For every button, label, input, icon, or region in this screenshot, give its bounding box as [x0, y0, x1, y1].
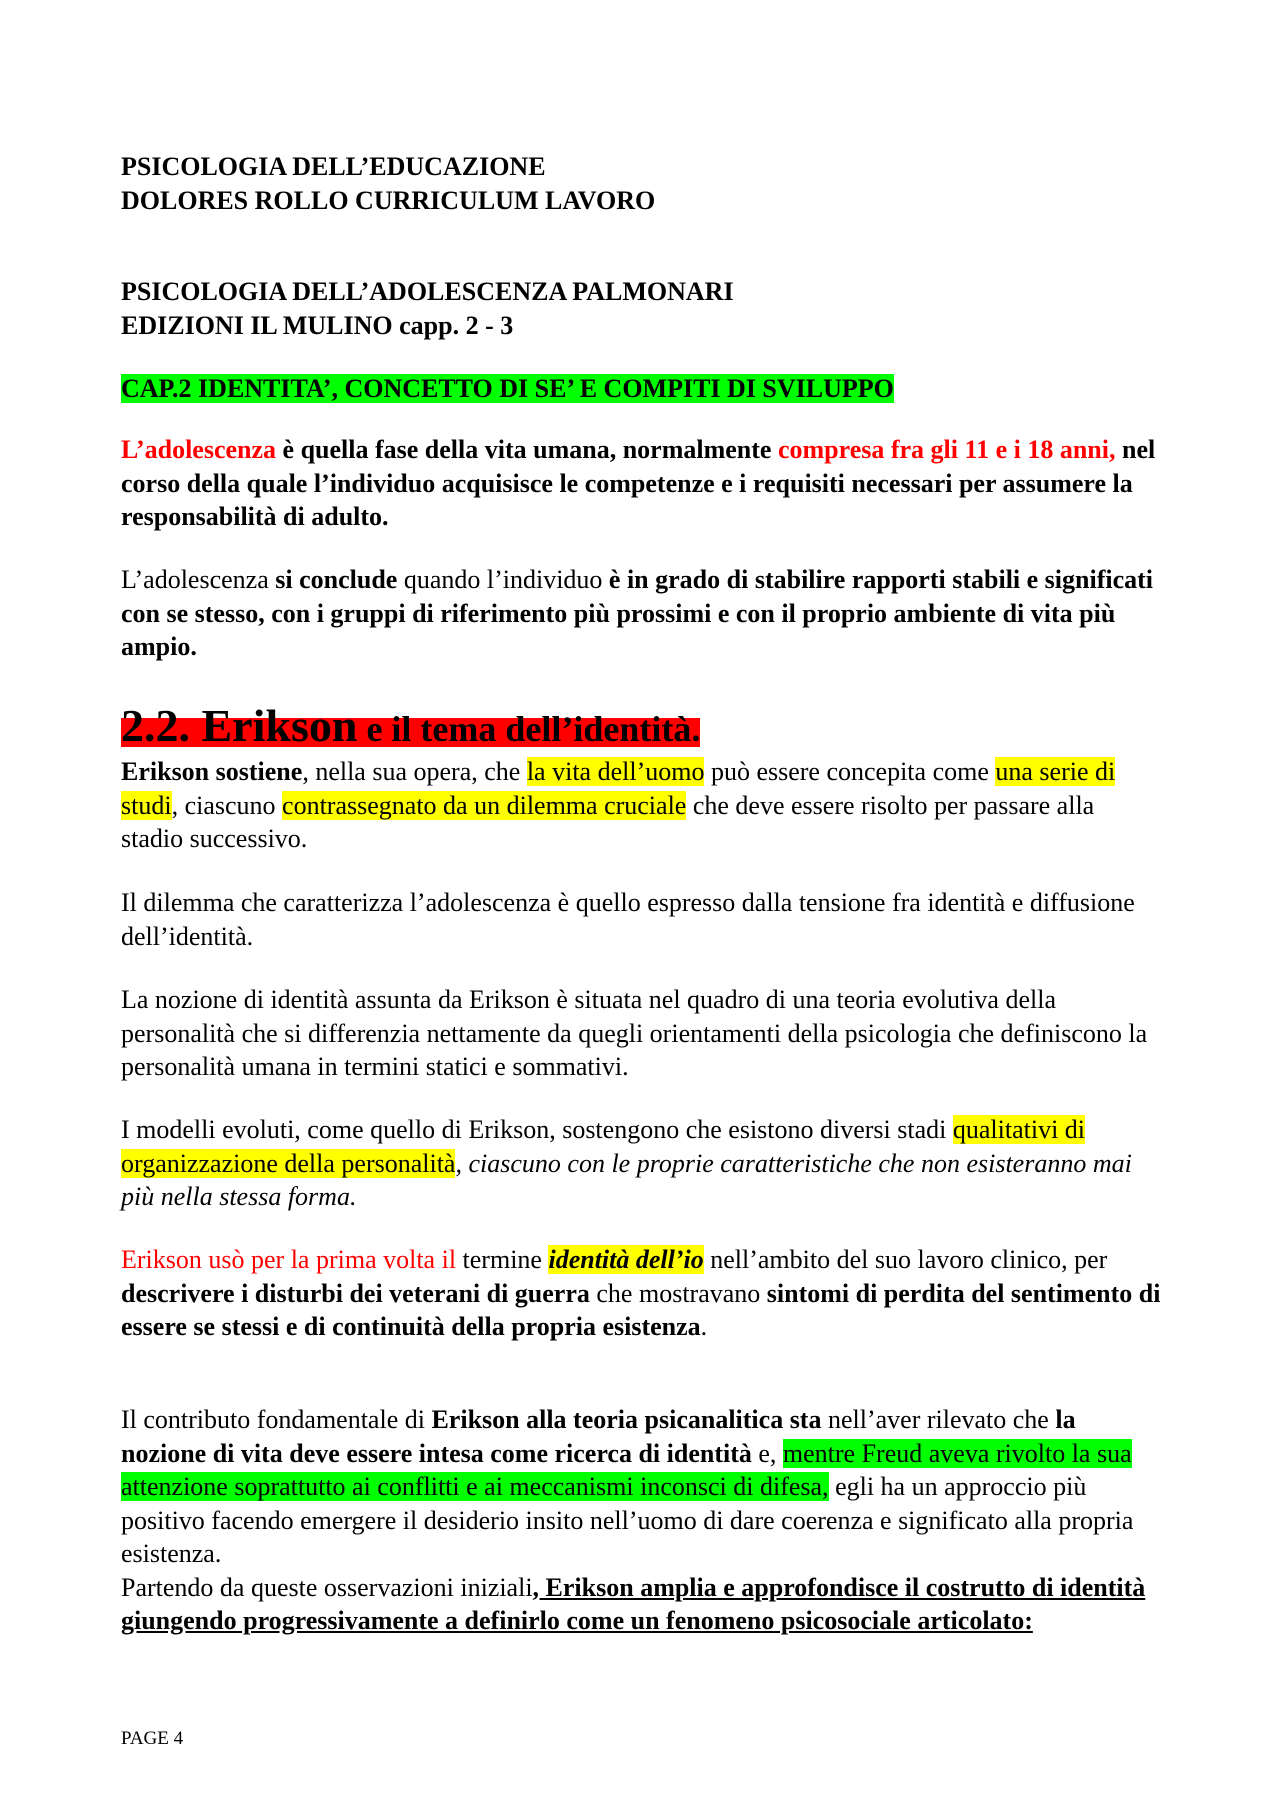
p1-text-2: nel corso della quale l’individuo acquisisce le competenze e i requisiti necessari per assumere la responsabilità di adulto.: [121, 435, 1156, 531]
document-header: [121, 150, 655, 217]
section-number: 2.2.: [121, 700, 202, 751]
paragraph-adolescence-end: [121, 563, 1161, 664]
paragraph-erikson-stages: [121, 755, 1161, 856]
p3-text-1: , nella sua opera, che: [302, 757, 527, 786]
p8-text-2: nell’aver rilevato che: [821, 1405, 1056, 1434]
chapter-heading: [121, 372, 894, 406]
page-footer: PAGE 4: [121, 1728, 184, 1749]
p8-text-5: Partendo da queste osservazioni iniziali: [121, 1572, 533, 1602]
book-reference: [121, 275, 734, 342]
book-line-1: PSICOLOGIA DELL’ADOLESCENZA PALMONARI: [121, 277, 734, 306]
paragraph-identity-notion: La nozione di identità assunta da Erikson è situata nel quadro di una teoria evolutiva della personalità che si differenzia nettamente da quegli orientamenti della psicologia che definiscono la personalità umana in termini statici e sommativi.: [121, 985, 1148, 1081]
p8-highlight: mentre Freud aveva rivolto la sua attenzione soprattutto ai conflitti e ai meccanismi inconsci di difesa,: [121, 1438, 1132, 1501]
header-line-1: PSICOLOGIA DELL’EDUCAZIONE: [121, 152, 546, 181]
p7-text-2: nell’ambito del suo lavoro clinico, per: [703, 1245, 1108, 1274]
p6-highlight: qualitativi di organizzazione della personalità: [121, 1115, 1086, 1178]
p3-text-2: può essere concepita come: [704, 757, 996, 786]
paragraph-dilemma: Il dilemma che caratterizza l’adolescenza è quello espresso dalla tensione fra identità e diffusione dell’identità.: [121, 888, 1135, 951]
paragraph-erikson-contribution: [121, 1403, 1161, 1638]
p8-bold-2: la nozione di vita deve essere intesa come ricerca di identità: [121, 1405, 1076, 1468]
section-title: [121, 700, 701, 751]
p7-period: .: [700, 1312, 708, 1341]
p7-red: Erikson usò per la prima volta il: [121, 1245, 457, 1274]
p7-bold-1: descrivere i disturbi dei veterani di guerra: [121, 1278, 590, 1308]
p8-text-1: Il contributo fondamentale di: [121, 1405, 432, 1434]
p2-bold-1: si conclude: [275, 565, 398, 594]
section-title-rest: e il tema dell’identità.: [357, 709, 701, 749]
p1-text-1: è quella fase della vita umana, normalmente: [276, 435, 778, 464]
paragraph-adolescence-definition: [121, 433, 1161, 534]
p2-text-2: quando l’individuo: [397, 565, 609, 594]
p3-highlight-1: la vita dell’uomo: [526, 757, 705, 786]
book-line-2: EDIZIONI IL MULINO capp. 2 - 3: [121, 310, 514, 340]
p3-highlight-2: una serie di studi: [121, 757, 1116, 820]
p3-bold: Erikson sostiene: [121, 757, 303, 786]
p7-bold-2: sintomi di perdita del sentimento di essere se stessi e di continuità della propria esistenza: [121, 1278, 1161, 1341]
section-name: Erikson: [201, 700, 358, 751]
section-heading: [121, 700, 700, 759]
p2-text-1: L’adolescenza: [121, 565, 276, 594]
paragraph-ego-identity: [121, 1243, 1161, 1344]
p6-text-1: I modelli evoluti, come quello di Erikson, sostengono che esistono diversi stadi: [121, 1115, 953, 1144]
p2-bold-2: è in grado di stabilire rapporti stabili e significati con se stesso, con i gruppi di riferimento più prossimi e con il proprio ambiente di vita più ampio.: [121, 565, 1154, 661]
paragraph-evolutive-models: [121, 1113, 1161, 1214]
chapter-title: CAP.2 IDENTITA’, CONCETTO DI SE’ E COMPITI DI SVILUPPO: [121, 374, 894, 403]
p7-term: identità dell’io: [548, 1245, 704, 1274]
p3-highlight-3: contrassegnato da un dilemma cruciale: [282, 790, 687, 820]
p3-text-4: che deve essere risolto per passare alla stadio successivo.: [121, 790, 1095, 853]
header-line-2: DOLORES ROLLO CURRICULUM LAVORO: [121, 185, 656, 215]
p7-text-3: che mostravano: [589, 1278, 767, 1308]
p8-text-3: e,: [751, 1438, 783, 1468]
p8-text-4: egli ha un approccio più positivo facendo emergere il desiderio insito nell’uomo di dare coerenza e significato alla propria esistenza.: [121, 1472, 1134, 1568]
p6-italic: , ciascuno con le proprie caratteristiche che non esisteranno mai più nella stessa forma.: [121, 1148, 1132, 1211]
p1-age-range: compresa fra gli 11 e i 18 anni,: [777, 435, 1116, 464]
p3-text-3: , ciascuno: [171, 790, 283, 820]
p1-term: L’adolescenza: [121, 435, 277, 464]
p7-text-1: termine: [456, 1245, 549, 1274]
p8-bold-1: Erikson alla teoria psicanalitica sta: [431, 1405, 822, 1434]
p8-underlined: , Erikson amplia e approfondisce il costrutto di identità giungendo progressivamente a definirlo come un fenomeno psicosociale articolato:: [121, 1572, 1146, 1635]
